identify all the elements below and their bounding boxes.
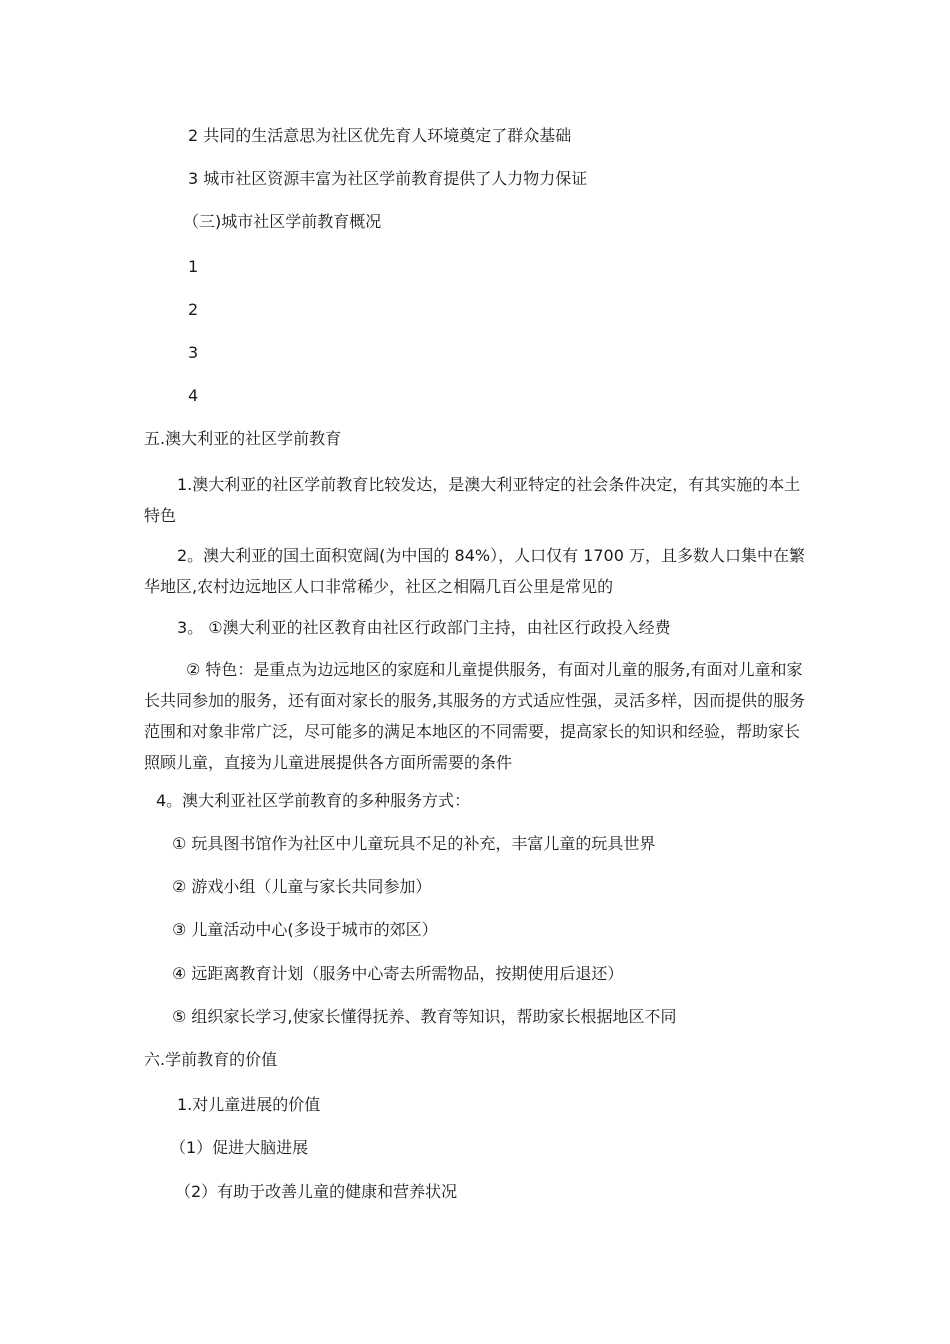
list-item: ② 游戏小组（儿童与家长共同参加） [172, 877, 432, 896]
paragraph: 1.澳大利亚的社区学前教育比较发达，是澳大利亚特定的社会条件决定，有其实施的本土特色 [144, 475, 801, 525]
paragraph: 2。澳大利亚的国土面积宽阔(为中国的 84%），人口仅有 1700 万，且多数人口集中在繁华地区,农村边远地区人口非常稀少，社区之相隔几百公里是常见的 [144, 546, 805, 596]
list-item: ④ 远距离教育计划（服务中心寄去所需物品，按期使用后退还） [172, 964, 624, 983]
section-heading: 五.澳大利亚的社区学前教育 [144, 429, 342, 448]
paragraph: 4。澳大利亚社区学前教育的多种服务方式： [156, 791, 471, 810]
list-number: 2 [188, 300, 199, 319]
list-item: ① 玩具图书馆作为社区中儿童玩具不足的补充，丰富儿童的玩具世界 [172, 834, 656, 853]
paragraph: 3。 ①澳大利亚的社区教育由社区行政部门主持，由社区行政投入经费 [177, 618, 671, 637]
text-line: （2）有助于改善儿童的健康和营养状况 [175, 1182, 458, 1201]
text-line: 1.对儿童进展的价值 [177, 1095, 321, 1114]
section-heading: 六.学前教育的价值 [144, 1050, 278, 1069]
list-number: 4 [188, 386, 199, 405]
list-item: ⑤ 组织家长学习,使家长懂得抚养、教育等知识，帮助家长根据地区不同 [172, 1007, 677, 1026]
text-line: 2 共同的生活意思为社区优先育人环境奠定了群众基础 [188, 126, 572, 145]
paragraph: ② 特色：是重点为边远地区的家庭和儿童提供服务，有面对儿童的服务,有面对儿童和家长共同参加的服务，还有面对家长的服务,其服务的方式适应性强，灵活多样，因而提供的服务范围和对象非常广泛，尽可能多的满足本地区的不同需要，提高家长的知识和经验，帮助家长照顾儿童，直接为儿童进展提供各方面所需要的条件 [144, 660, 806, 772]
list-number: 1 [188, 257, 199, 276]
list-item: ③ 儿童活动中心(多设于城市的郊区） [172, 920, 438, 939]
list-number: 3 [188, 343, 199, 362]
text-line: （1）促进大脑进展 [170, 1138, 309, 1157]
subsection-heading: （三)城市社区学前教育概况 [183, 212, 382, 231]
text-line: 3 城市社区资源丰富为社区学前教育提供了人力物力保证 [188, 169, 588, 188]
